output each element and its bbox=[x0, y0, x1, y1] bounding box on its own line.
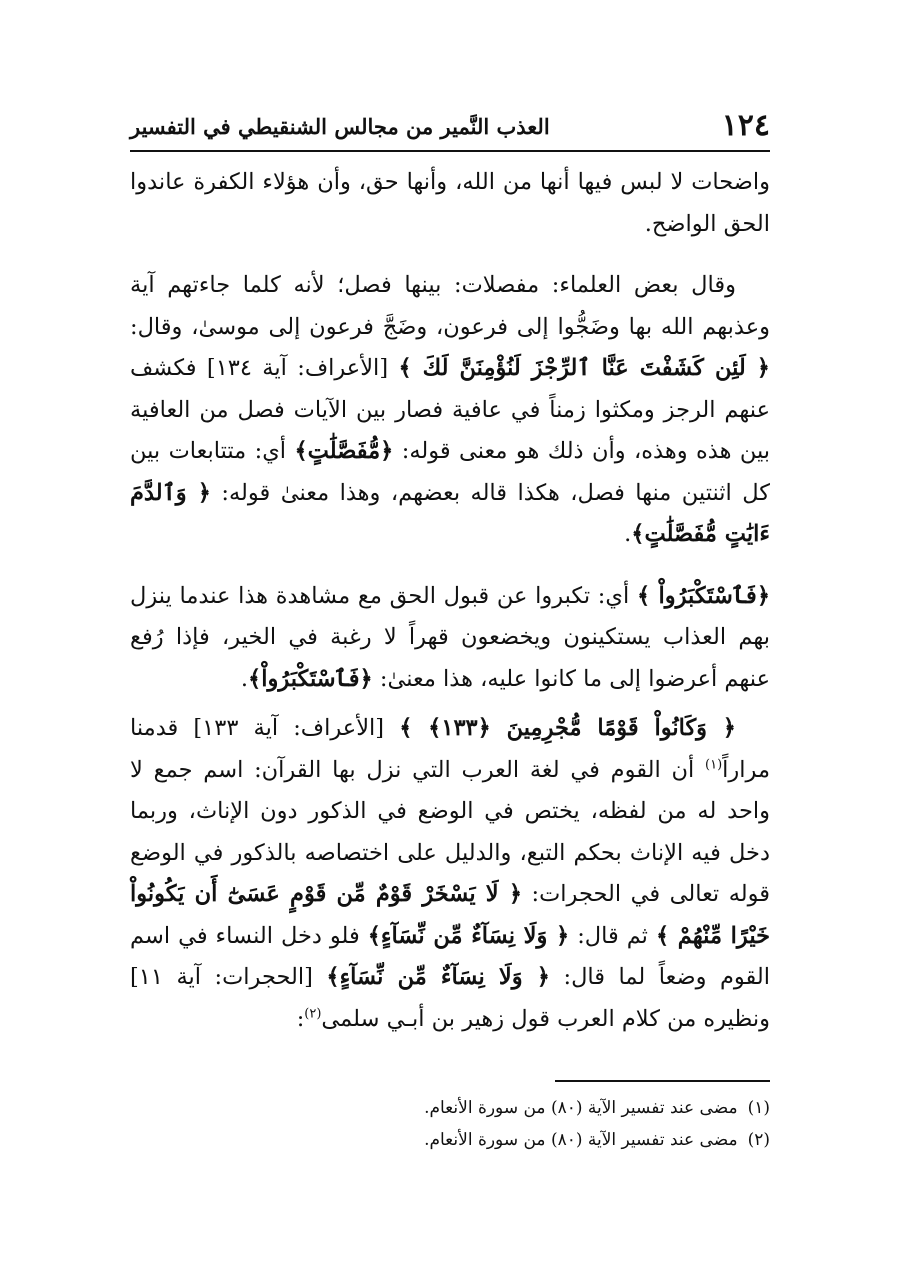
footnote-number: (١) bbox=[747, 1098, 770, 1118]
paragraph-3-text-2: . bbox=[240, 665, 249, 692]
footnote-1 bbox=[130, 1092, 770, 1124]
footnote-2 bbox=[130, 1124, 770, 1156]
footnote-rule bbox=[555, 1080, 770, 1082]
paragraph-1-text: واضحات لا لبس فيها أنها من الله، وأنها حق، وأن هؤلاء الكفرة عاندوا الحق الواضح. bbox=[130, 169, 770, 237]
paragraph-4-text-3: ثم قال: bbox=[577, 922, 648, 949]
page-body bbox=[130, 162, 770, 1040]
page-number: ١٢٤ bbox=[721, 108, 770, 143]
paragraph-4-text-6: : bbox=[296, 1005, 305, 1032]
paragraph-2-text-2: [الأعراف: آية ١٣٤] فكشف عنهم الرجز ومكثوا زمناً في عافية فصار بين الآيات فصل من العافية بين هذه وهذه، وأن ذلك هو معنى قوله: bbox=[130, 355, 771, 464]
paragraph-2-text-1: وقال بعض العلماء: مفصلات: بينها فصل؛ لأنه كلما جاءتهم آية وعذبهم الله بها وضَجُّوا إلى فرعون، وضَجَّ فرعون إلى موسىٰ، وقال: bbox=[130, 272, 770, 340]
quran-quote: ﴿مُّفَصَّلَٰتٍ﴾ bbox=[294, 438, 394, 464]
quran-quote: ﴿ وَلَا نِسَآءٌ مِّن نِّسَآءٍ﴾ bbox=[367, 922, 570, 949]
paragraph-2-text-3: أي: متتابعات بين كل اثنتين منها فصل، هكذا قاله بعضهم، وهذا معنىٰ قوله: bbox=[130, 438, 770, 506]
quran-quote: ﴿ وَكَانُواْ قَوْمًا مُّجْرِمِينَ ﴿١٣٣﴾ ﴾ bbox=[399, 715, 736, 741]
paragraph-3-text-1: أي: تكبروا عن قبول الحق مع مشاهدة هذا عندما ينزل بهم العذاب يستكينون ويخضعون قهراً لا رغبة في الخير، فإذا رُفع عنهم أعرضوا إلى ما كانوا عليه، هذا معنىٰ: bbox=[130, 582, 770, 692]
paragraph-4 bbox=[130, 708, 770, 1040]
paragraph-2 bbox=[130, 265, 770, 556]
quran-quote: ﴿فَٱسْتَكْبَرُواْ﴾ bbox=[248, 665, 373, 692]
paragraph-4-text-2: أن القوم في لغة العرب التي نزل بها القرآن: اسم جمع لا واحد له من لفظه، يختص في الوضع في الذكور دون الإناث، وربما دخل فيه الإناث بحكم التبع، والدليل على اختصاصه بالذكور في الوضع قوله تعالى في الحجرات: bbox=[130, 756, 770, 907]
quran-quote: ﴿ وَٱلدَّمَ ءَايَٰتٍ مُّفَصَّلَٰتٍ﴾ bbox=[130, 479, 770, 547]
footnote-marker[interactable]: (١) bbox=[705, 757, 723, 772]
quran-quote: ﴿ لَئِن كَشَفْتَ عَنَّا ٱلرِّجْزَ لَنُؤْمِنَنَّ لَكَ ﴾ bbox=[398, 355, 770, 381]
quran-quote: ﴿فَٱسْتَكْبَرُواْ ﴾ bbox=[636, 582, 770, 609]
footnote-text: مضى عند تفسير الآية (٨٠) من سورة الأنعام. bbox=[424, 1098, 738, 1118]
page-header bbox=[130, 104, 770, 148]
running-title: العذب النَّمير من مجالس الشنقيطي في التفسير bbox=[130, 114, 550, 139]
header-rule bbox=[130, 150, 770, 152]
paragraph-4-text-1: [الأعراف: آية ١٣٣] قدمنا مراراً bbox=[130, 715, 770, 783]
paragraph-2-text-4: . bbox=[624, 521, 632, 547]
paragraph-3 bbox=[130, 576, 770, 701]
footnote-marker[interactable]: (٢) bbox=[304, 1006, 322, 1021]
footnote-text: مضى عند تفسير الآية (٨٠) من سورة الأنعام. bbox=[424, 1130, 738, 1150]
quran-quote: ﴿ لَا يَسْخَرْ قَوْمٌ مِّن قَوْمٍ عَسَىٰٓ أَن يَكُونُواْ خَيْرًا مِّنْهُمْ ﴾ bbox=[130, 881, 771, 949]
paragraph-4-text-5: [الحجرات: آية ١١] ونظيره من كلام العرب قول زهير بن أبـي سلمى bbox=[130, 964, 770, 1032]
paragraph-1 bbox=[130, 162, 770, 245]
quran-quote: ﴿ وَلَا نِسَآءٌ مِّن نِّسَآءٍ﴾ bbox=[326, 964, 550, 990]
footnotes bbox=[130, 1092, 770, 1156]
paragraph-4-text-4: فلو دخل النساء في اسم القوم وضعاً لما قال: bbox=[130, 922, 770, 990]
footnote-number: (٢) bbox=[747, 1130, 770, 1150]
